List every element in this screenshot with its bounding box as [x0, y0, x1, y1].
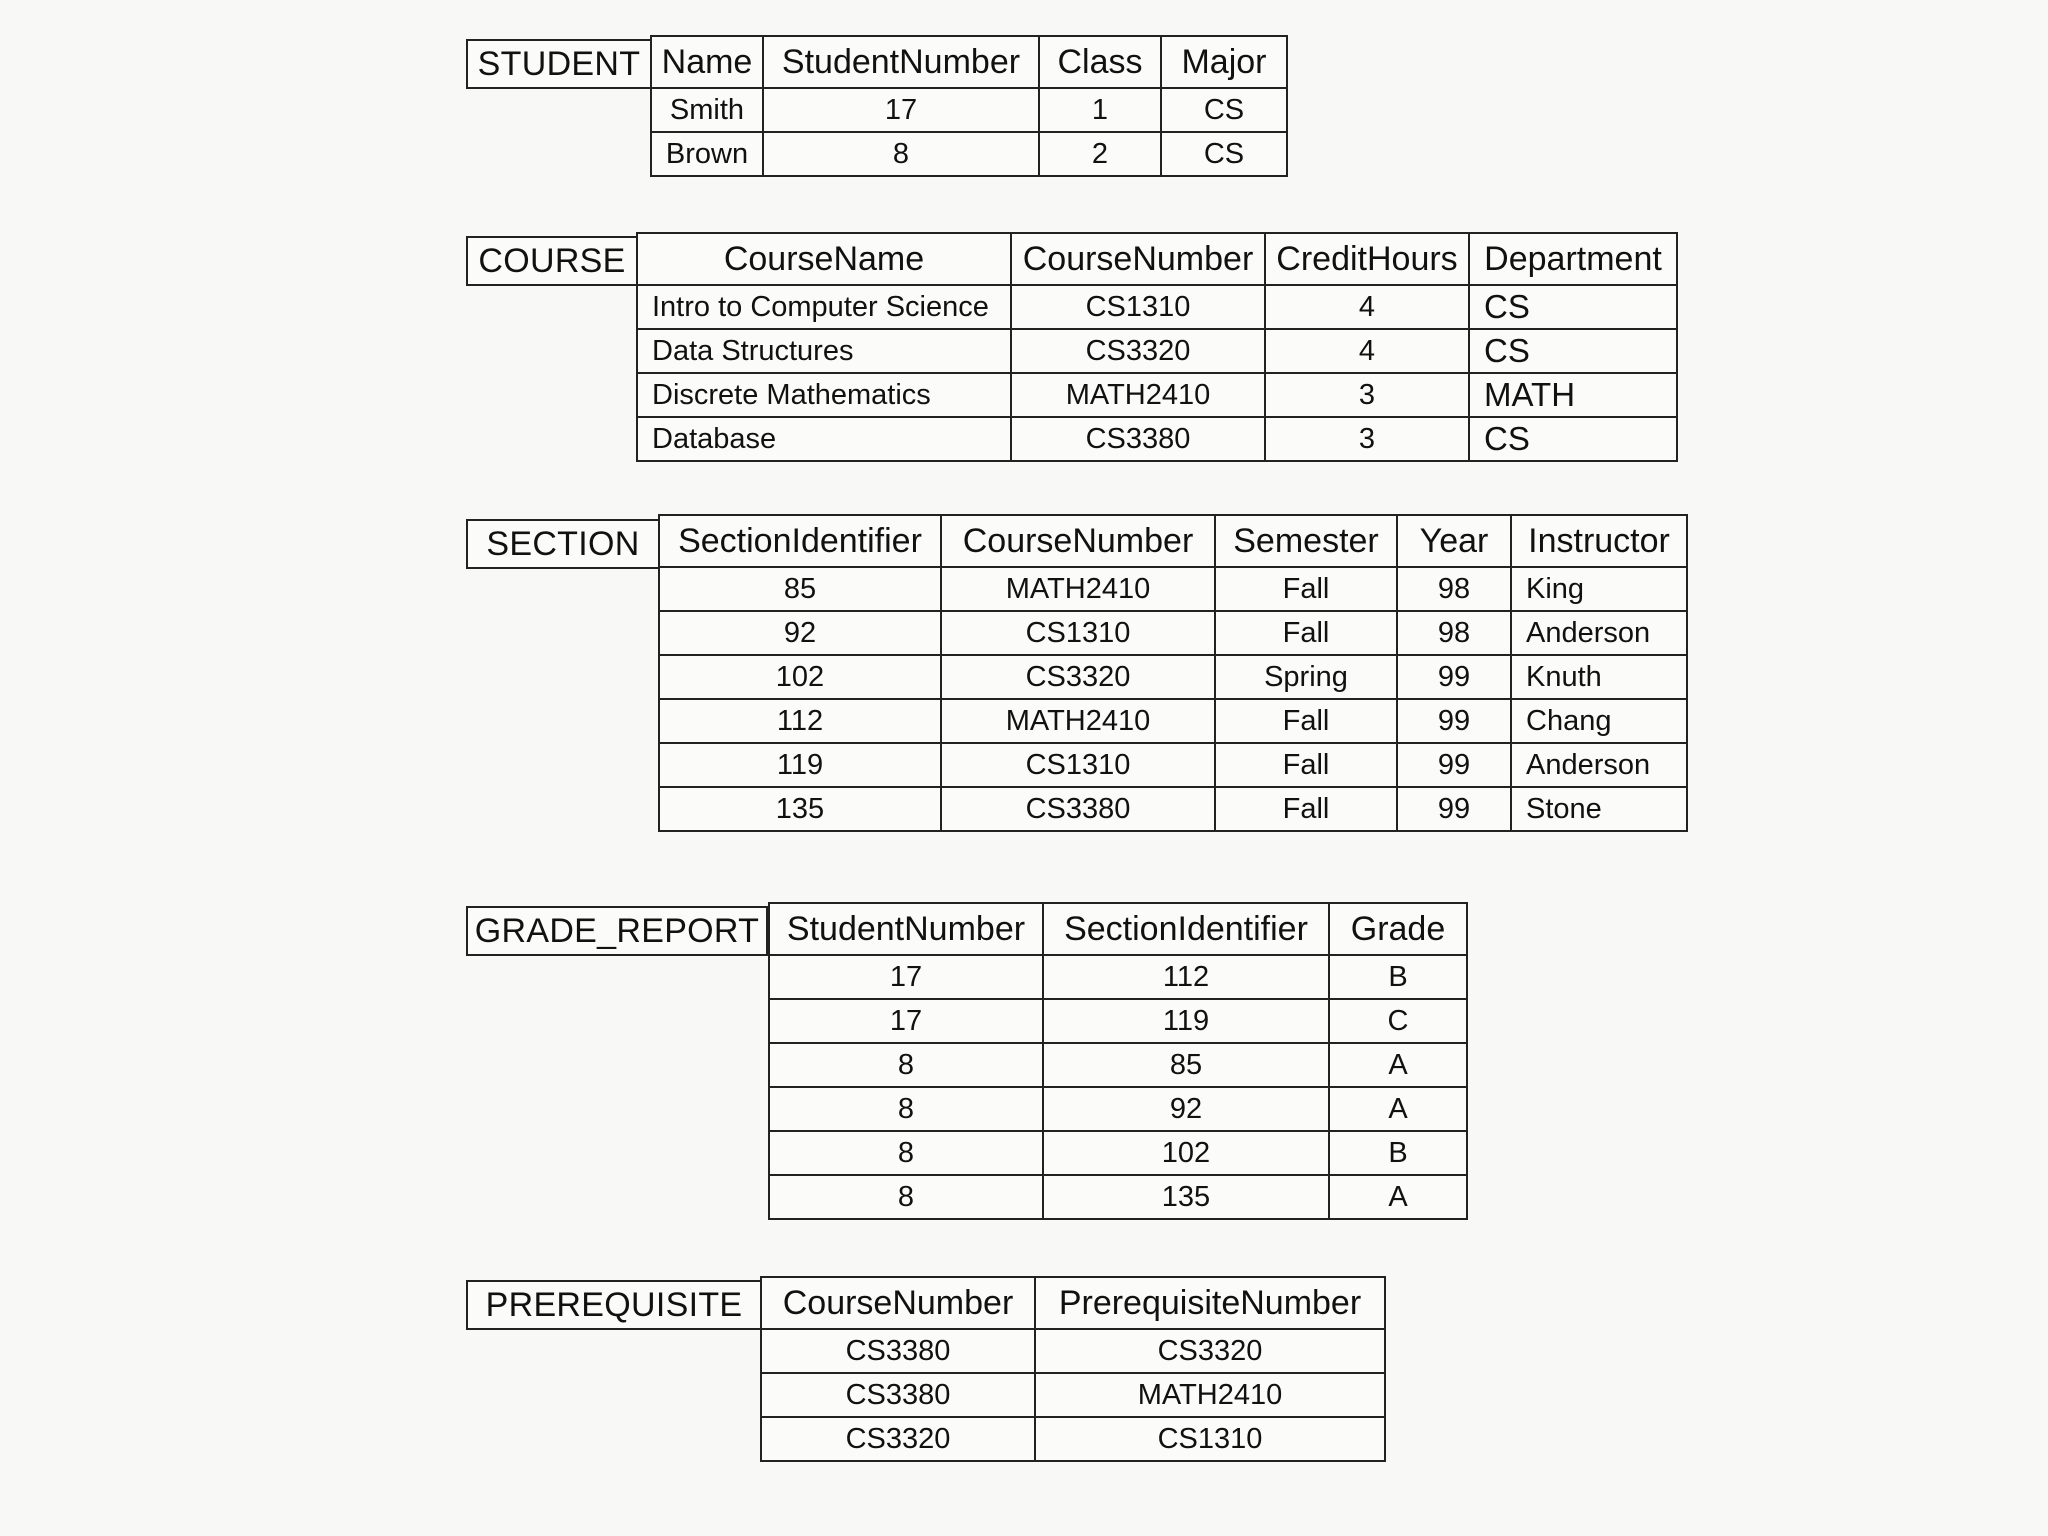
table-cell: CS1310 — [1035, 1417, 1385, 1461]
table-cell: 4 — [1265, 329, 1469, 373]
table-cell: 85 — [659, 567, 941, 611]
column-header: CreditHours — [1265, 233, 1469, 285]
table-cell: 119 — [1043, 999, 1329, 1043]
table-cell: 99 — [1397, 743, 1511, 787]
table-cell: CS — [1161, 88, 1287, 132]
table-row — [659, 567, 1687, 611]
table-cell: 102 — [1043, 1131, 1329, 1175]
table-cell: Stone — [1511, 787, 1687, 831]
table-row — [659, 611, 1687, 655]
column-header: Class — [1039, 36, 1161, 88]
table-cell: CS3380 — [941, 787, 1215, 831]
column-header: PrerequisiteNumber — [1035, 1277, 1385, 1329]
table-cell: Anderson — [1511, 611, 1687, 655]
relation-table — [658, 514, 1688, 832]
table-row — [769, 999, 1467, 1043]
table-cell: Data Structures — [637, 329, 1011, 373]
table-cell: 102 — [659, 655, 941, 699]
table-cell: CS — [1161, 132, 1287, 176]
table-row — [637, 329, 1677, 373]
table-cell: Brown — [651, 132, 763, 176]
table-cell: Spring — [1215, 655, 1397, 699]
relation-table — [768, 902, 1468, 1220]
table-cell: 8 — [769, 1043, 1043, 1087]
column-header: Name — [651, 36, 763, 88]
table-cell: 8 — [763, 132, 1039, 176]
table-cell: A — [1329, 1087, 1467, 1131]
column-header: SectionIdentifier — [659, 515, 941, 567]
table-row — [651, 132, 1287, 176]
column-header: Grade — [1329, 903, 1467, 955]
relation-name: PREREQUISITE — [466, 1280, 762, 1330]
table-cell: 98 — [1397, 611, 1511, 655]
table-row — [637, 417, 1677, 461]
table-cell: Fall — [1215, 787, 1397, 831]
table-cell: Chang — [1511, 699, 1687, 743]
table-cell: 17 — [769, 999, 1043, 1043]
table-cell: B — [1329, 1131, 1467, 1175]
table-row — [659, 699, 1687, 743]
table-cell: 135 — [659, 787, 941, 831]
column-header: Major — [1161, 36, 1287, 88]
table-cell: MATH — [1469, 373, 1677, 417]
table-cell: Knuth — [1511, 655, 1687, 699]
table-cell: CS1310 — [1011, 285, 1265, 329]
header-row — [637, 233, 1677, 285]
table-cell: Fall — [1215, 567, 1397, 611]
table-row — [769, 1131, 1467, 1175]
table-cell: Smith — [651, 88, 763, 132]
table-cell: CS3320 — [1035, 1329, 1385, 1373]
table-cell: 3 — [1265, 417, 1469, 461]
header-row — [659, 515, 1687, 567]
table-cell: 85 — [1043, 1043, 1329, 1087]
table-cell: MATH2410 — [941, 699, 1215, 743]
column-header: CourseName — [637, 233, 1011, 285]
table-row — [769, 1087, 1467, 1131]
header-row — [769, 903, 1467, 955]
table-row — [659, 655, 1687, 699]
table-cell: 99 — [1397, 699, 1511, 743]
relation-table — [636, 232, 1678, 462]
relation-table — [650, 35, 1288, 177]
table-cell: CS3320 — [941, 655, 1215, 699]
table-cell: MATH2410 — [941, 567, 1215, 611]
table-cell: Fall — [1215, 611, 1397, 655]
table-cell: CS — [1469, 285, 1677, 329]
table-cell: 112 — [659, 699, 941, 743]
table-row — [769, 1043, 1467, 1087]
table-cell: 92 — [659, 611, 941, 655]
table-row — [769, 955, 1467, 999]
table-cell: MATH2410 — [1035, 1373, 1385, 1417]
table-cell: Discrete Mathematics — [637, 373, 1011, 417]
column-header: SectionIdentifier — [1043, 903, 1329, 955]
relation-name: SECTION — [466, 519, 660, 569]
table-row — [637, 373, 1677, 417]
table-cell: King — [1511, 567, 1687, 611]
table-cell: A — [1329, 1043, 1467, 1087]
relation-table — [760, 1276, 1386, 1462]
column-header: Year — [1397, 515, 1511, 567]
table-cell: Fall — [1215, 699, 1397, 743]
table-cell: CS3380 — [761, 1329, 1035, 1373]
table-cell: 99 — [1397, 787, 1511, 831]
relation-name: GRADE_REPORT — [466, 906, 768, 956]
table-cell: CS3380 — [1011, 417, 1265, 461]
table-cell: MATH2410 — [1011, 373, 1265, 417]
table-cell: CS3380 — [761, 1373, 1035, 1417]
relation-name: STUDENT — [466, 39, 652, 89]
table-cell: CS3320 — [761, 1417, 1035, 1461]
column-header: StudentNumber — [769, 903, 1043, 955]
table-cell: CS — [1469, 329, 1677, 373]
table-cell: CS1310 — [941, 743, 1215, 787]
table-cell: 135 — [1043, 1175, 1329, 1219]
table-cell: 92 — [1043, 1087, 1329, 1131]
table-cell: B — [1329, 955, 1467, 999]
table-cell: 1 — [1039, 88, 1161, 132]
table-cell: CS1310 — [941, 611, 1215, 655]
table-cell: 8 — [769, 1131, 1043, 1175]
column-header: CourseNumber — [1011, 233, 1265, 285]
table-row — [769, 1175, 1467, 1219]
column-header: StudentNumber — [763, 36, 1039, 88]
table-cell: 4 — [1265, 285, 1469, 329]
table-row — [637, 285, 1677, 329]
table-cell: Anderson — [1511, 743, 1687, 787]
table-cell: 112 — [1043, 955, 1329, 999]
column-header: Semester — [1215, 515, 1397, 567]
table-cell: 17 — [769, 955, 1043, 999]
table-cell: A — [1329, 1175, 1467, 1219]
table-cell: 17 — [763, 88, 1039, 132]
table-cell: CS — [1469, 417, 1677, 461]
table-cell: 3 — [1265, 373, 1469, 417]
column-header: CourseNumber — [941, 515, 1215, 567]
table-cell: 8 — [769, 1087, 1043, 1131]
table-row — [761, 1373, 1385, 1417]
header-row — [651, 36, 1287, 88]
table-row — [651, 88, 1287, 132]
table-row — [659, 787, 1687, 831]
table-cell: C — [1329, 999, 1467, 1043]
column-header: Department — [1469, 233, 1677, 285]
table-cell: 98 — [1397, 567, 1511, 611]
table-row — [761, 1417, 1385, 1461]
table-cell: 99 — [1397, 655, 1511, 699]
relation-name: COURSE — [466, 236, 638, 286]
table-cell: 2 — [1039, 132, 1161, 176]
table-row — [659, 743, 1687, 787]
table-cell: Intro to Computer Science — [637, 285, 1011, 329]
column-header: CourseNumber — [761, 1277, 1035, 1329]
table-cell: 119 — [659, 743, 941, 787]
table-cell: Fall — [1215, 743, 1397, 787]
table-cell: CS3320 — [1011, 329, 1265, 373]
header-row — [761, 1277, 1385, 1329]
column-header: Instructor — [1511, 515, 1687, 567]
table-row — [761, 1329, 1385, 1373]
table-cell: 8 — [769, 1175, 1043, 1219]
table-cell: Database — [637, 417, 1011, 461]
